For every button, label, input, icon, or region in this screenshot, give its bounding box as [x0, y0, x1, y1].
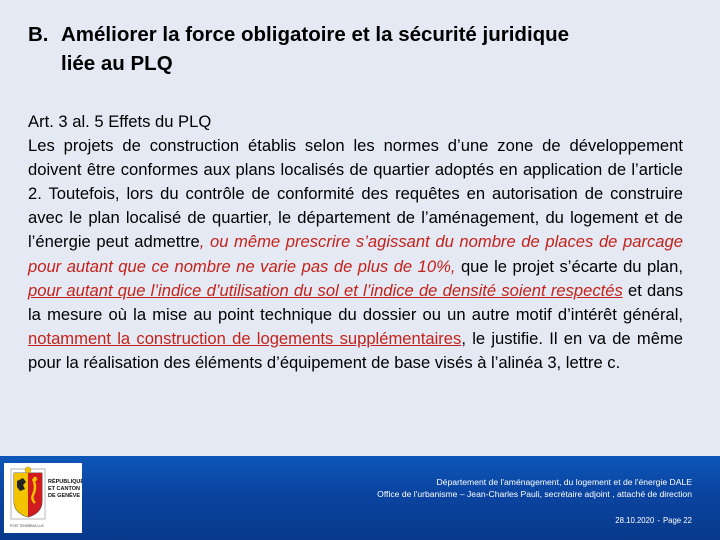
svg-text:POST TENEBRAS LUX: POST TENEBRAS LUX: [10, 524, 44, 528]
footer-office: Office de l'urbanisme – Jean-Charles Pauli, secrétaire adjoint , attaché de direction: [377, 489, 692, 499]
page-number: Page 22: [662, 516, 692, 525]
svg-text:RÉPUBLIQUE: RÉPUBLIQUE: [48, 479, 82, 485]
body-emphasis-indices: pour autant que l’indice d’utilisation du sol et l’indice de densité soient respectés: [28, 280, 623, 300]
body-emphasis-parking: , ou même prescrire s’agissant du nombre de places de parcage pour autant que ce nombre ne varie pas de plus de 10%,: [28, 232, 683, 276]
body-emphasis-housing: notamment la construction de logements supplémentaires: [28, 328, 462, 348]
footer-date: 28.10.2020: [615, 516, 655, 525]
svg-text:ET CANTON: ET CANTON: [48, 486, 80, 492]
footer-meta: 28.10.2020 - Page 22: [615, 516, 692, 525]
title-line-1: Améliorer la force obligatoire et la sécurité juridique: [61, 23, 570, 46]
body-text-1: Les projets de construction établis selon les normes d’une zone de développement doivent être conformes aux plans localisés de quartier adoptés en application de l’article 2. Toutefois, lors du contrôle de conformité des requêtes en autorisation de construire avec le plan localisé de quartier, le département de l’aménagement, du logement et de l’énergie peut admettre: [28, 136, 683, 252]
slide-body: [28, 110, 683, 375]
slide-title: [28, 20, 688, 78]
footer-department: Département de l'aménagement, du logement et de l'énergie DALE: [436, 477, 692, 487]
svg-text:DE GENÈVE: DE GENÈVE: [48, 493, 81, 499]
title-line-2: liée au PLQ: [61, 52, 173, 75]
body-text-4: , le justifie. Il en va de même pour la réalisation des éléments d’équipement de base visés à l’alinéa 3, lettre c.: [28, 328, 683, 372]
article-heading: Art. 3 al. 5 Effets du PLQ: [28, 112, 212, 131]
title-number: B.: [28, 23, 49, 46]
footer-credits: [377, 476, 692, 500]
geneva-crest-icon: [4, 463, 82, 533]
geneva-logo: [4, 463, 82, 533]
body-text-3: et dans la mesure où la mise au point technique du dossier ou un autre motif d’intérêt général,: [28, 280, 683, 324]
body-text-2: que le projet s’écarte du plan,: [455, 256, 683, 276]
footer-bar: [0, 456, 720, 540]
